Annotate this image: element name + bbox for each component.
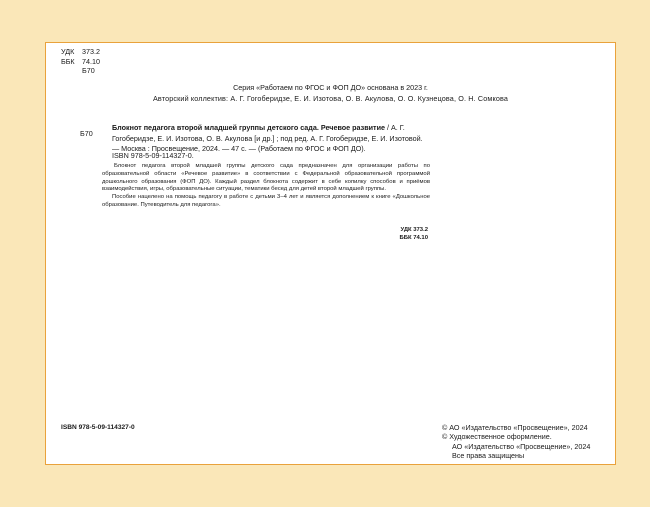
- author-mark-row: [61, 66, 100, 76]
- imprint-page: [45, 42, 616, 465]
- series-line: Серия «Работаем по ФГОС и ФОП ДО» основана в 2023 г.: [233, 83, 428, 92]
- author-mark: Б70: [82, 66, 95, 76]
- isbn-record: ISBN 978-5-09-114327-0.: [112, 151, 194, 160]
- bbk-value: 74.10: [82, 56, 100, 66]
- copyright-line: © Художественное оформление.: [442, 432, 552, 442]
- book-title: Блокнот педагога второй младшей группы детского сада. Речевое развитие: [112, 123, 385, 132]
- udk-value: 373.2: [82, 47, 100, 56]
- copyright-line: Все права защищены: [452, 451, 525, 461]
- bbk-row: [61, 57, 100, 67]
- bibliographic-mark: Б70: [80, 129, 93, 138]
- isbn-footer: ISBN 978-5-09-114327-0: [61, 424, 135, 431]
- udk-row: [61, 47, 100, 57]
- copyright-block: [442, 423, 590, 461]
- bbk-label: ББК: [61, 56, 75, 66]
- udk-label: УДК: [61, 47, 75, 56]
- copyright-line: АО «Издательство «Просвещение», 2024: [452, 441, 591, 451]
- annotation-paragraph: Блокнот педагога второй младшей группы детского сада предназначен для организации работы по образовательной области «Речевое развитие» в соответствии с Федеральной образовательной программой дошкольного образования (ФОП ДО). Каждый раздел блокнота содержит в себе копилку способов и приёмов взаимодействия, игры, образовательные ситуации, тематики бесед для детей второй младшей группы.: [102, 163, 430, 193]
- annotation-paragraph: Пособие нацелено на помощь педагогу в работе с детьми 3–4 лет и является дополнением к книге «Дошкольное образование. Путеводитель для педагога».: [102, 194, 430, 208]
- bbk-code: ББК 74.10: [399, 234, 428, 241]
- classification-codes: [380, 227, 428, 242]
- authors-line: Авторский коллектив: А. Г. Гогоберидзе, Е. И. Изотова, О. В. Акулова, О. О. Кузнецова, О. Н. Сомкова: [152, 94, 509, 103]
- udk-code: УДК 373.2: [400, 227, 428, 233]
- copyright-line: © АО «Издательство «Просвещение», 2024: [442, 423, 588, 432]
- annotation: [102, 163, 430, 210]
- bibliographic-details: / А. Г. Гогоберидзе, Е. И. Изотова, О. В. Акулова [и др.] ; под ред. А. Г. Гогоберидзе, Е. И. Изотовой. — Москва : Просвещение, 2024. — 47 с. — (Работаем по ФГОС и ФОП ДО).: [112, 123, 423, 154]
- classification-block: [61, 47, 100, 76]
- bibliographic-record: [112, 123, 430, 155]
